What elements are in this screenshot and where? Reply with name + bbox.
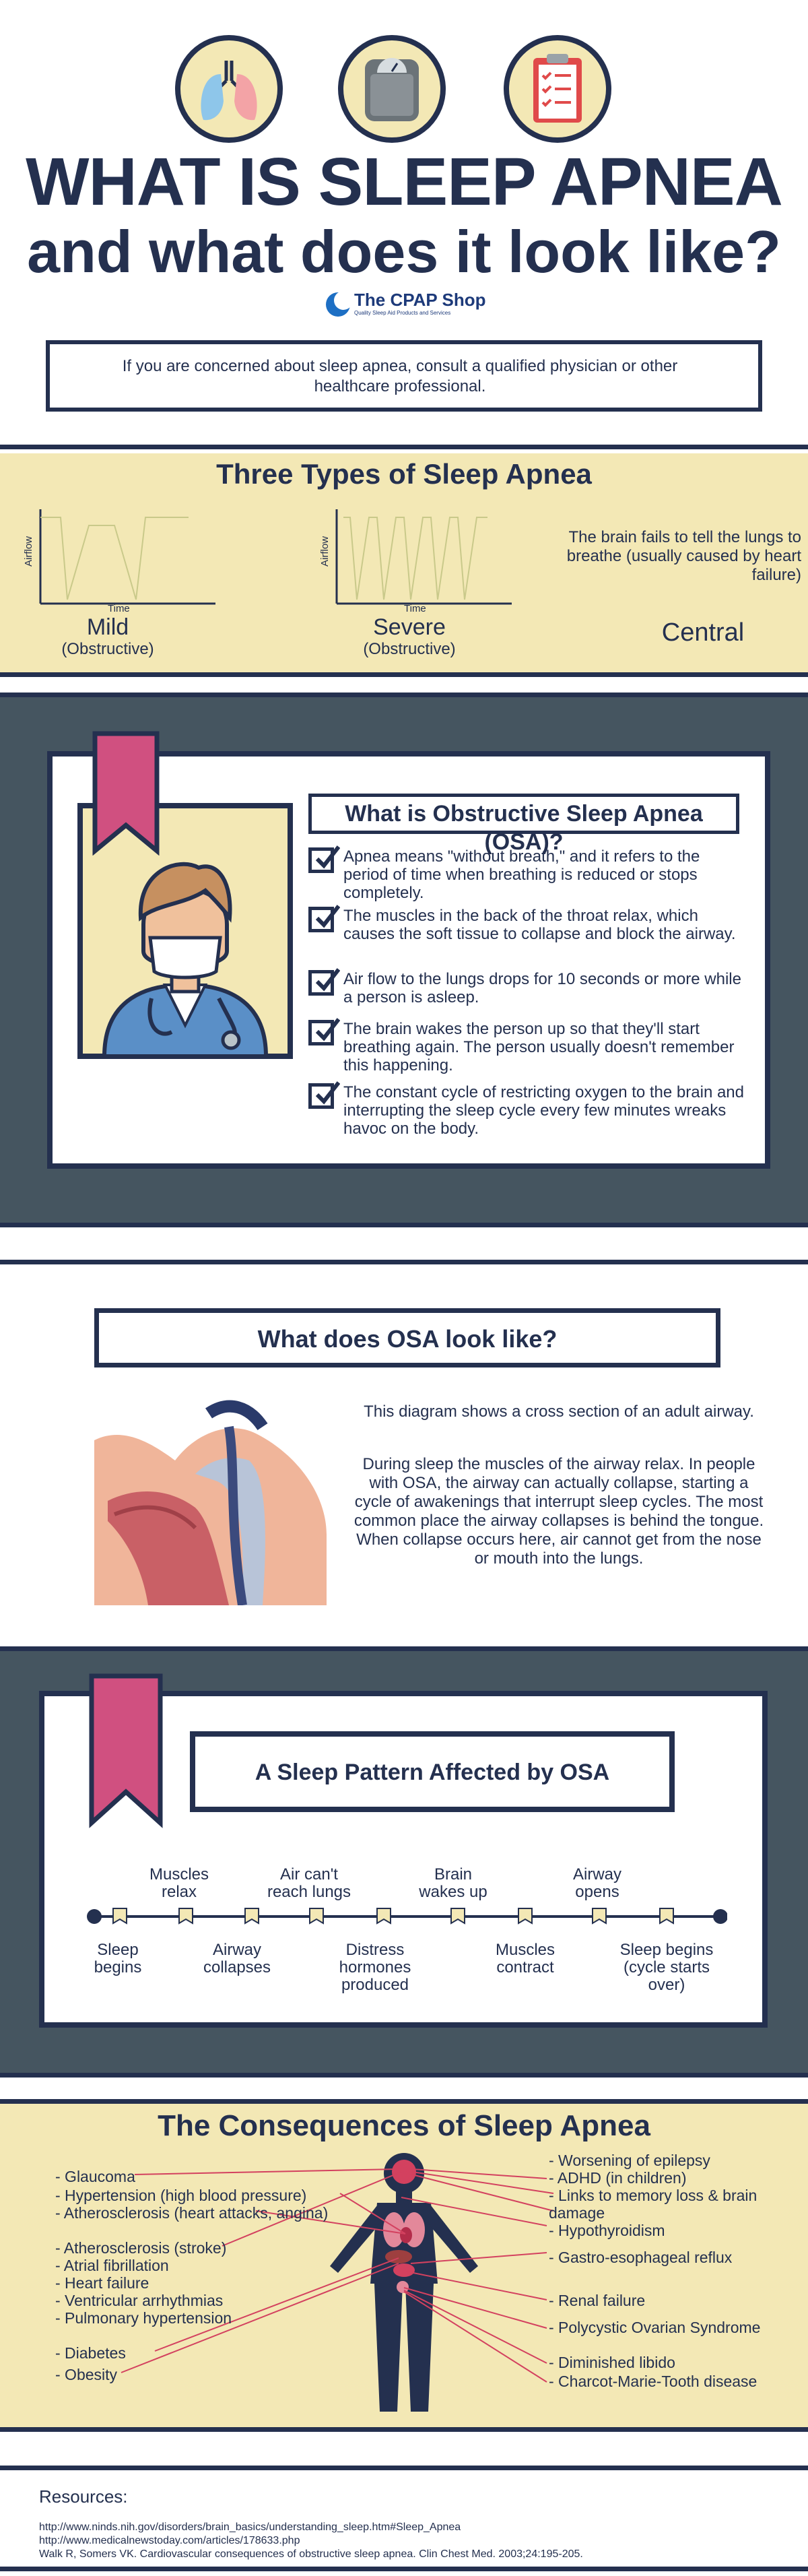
divider	[0, 1646, 808, 1651]
checkbox-icon	[308, 1020, 334, 1045]
checklist-text: Air flow to the lungs drops for 10 seconds or more while a person is asleep.	[343, 970, 741, 1006]
disclaimer-text: If you are concerned about sleep apnea, consult a qualified physician or other healthcare professional.	[122, 357, 678, 395]
checklist-item	[308, 1020, 746, 1074]
consequence-left-item: - Pulmonary hypertension	[55, 2309, 232, 2327]
consequence-right-item: - Gastro-esophageal reflux	[549, 2249, 733, 2266]
timeline-label-bottom: Sleep begins (cycle starts over)	[619, 1941, 714, 1994]
divider	[0, 2099, 808, 2104]
consequence-left-item: - Atherosclerosis (heart attacks, angina)	[55, 2204, 329, 2222]
mild-label: Mild	[86, 614, 129, 640]
timeline-label-top: Brain wakes up	[419, 1865, 487, 1901]
mild-airflow-chart	[20, 505, 215, 613]
severe-label: Severe	[373, 614, 446, 640]
types-title: Three Types of Sleep Apnea	[216, 458, 592, 490]
scale-icon	[337, 34, 447, 144]
osa-title-box	[308, 794, 739, 855]
timeline-label-top: Air can't reach lungs	[267, 1865, 351, 1901]
pattern-title: A Sleep Pattern Affected by OSA	[255, 1760, 610, 1785]
lungs-icon	[174, 34, 284, 144]
osa-checklist	[308, 847, 746, 1144]
severe-x-label: Time	[404, 603, 426, 614]
resource-link[interactable]: http://www.ninds.nih.gov/disorders/brain_basics/understanding_sleep.htm#Sleep_Apnea	[39, 2521, 461, 2533]
divider	[0, 2427, 808, 2432]
look-paragraph-2: During sleep the muscles of the airway relax. In people with OSA, the airway can actually collapse, starting a cycle of awakenings that interrupt sleep cycles. The most common place the airway collapses is behind the tongue. When collapse occurs here, air cannot get from the nose or mouth into the lungs.	[354, 1455, 764, 1568]
severe-sublabel: (Obstructive)	[363, 640, 456, 658]
consequence-left-item: - Obesity	[55, 2366, 118, 2383]
consequence-right-item: - Links to memory loss & brain damage	[549, 2187, 758, 2222]
page-title: WHAT IS SLEEP APNEA	[26, 144, 782, 220]
severe-airflow-chart	[316, 505, 512, 613]
brand-tagline: Quality Sleep Aid Products and Services	[354, 310, 451, 316]
checklist-item	[308, 1083, 746, 1138]
look-title-box	[94, 1308, 720, 1367]
divider	[0, 672, 808, 677]
consequence-right-item: - Renal failure	[549, 2292, 646, 2309]
divider	[0, 2073, 808, 2078]
timeline-label-bottom: Distress hormones produced	[339, 1941, 411, 1994]
consequence-left-item: - Atrial fibrillation	[55, 2257, 169, 2274]
severe-y-label: Airflow	[319, 536, 331, 567]
look-paragraph-1: This diagram shows a cross section of an adult airway.	[364, 1403, 754, 1421]
bookmark-ribbon	[89, 1673, 163, 1828]
central-label: Central	[661, 618, 745, 647]
consequence-right-item: - Worsening of epilepsy	[549, 2152, 710, 2169]
consequence-right-item: - ADHD (in children)	[549, 2169, 687, 2187]
divider	[0, 1260, 808, 1264]
mild-x-label: Time	[108, 603, 130, 614]
sleep-timeline	[81, 1903, 727, 1930]
brand-name: The CPAP Shop	[354, 290, 486, 310]
checklist-text: Apnea means "without breath," and it refers to the period of time when breathing is reduced or stops completely.	[343, 847, 700, 902]
moon-icon	[325, 291, 351, 318]
bookmark-ribbon	[92, 731, 160, 856]
consequence-left-item: - Hypertension (high blood pressure)	[55, 2187, 307, 2204]
divider	[0, 2567, 808, 2571]
checklist-text: The muscles in the back of the throat relax, which causes the soft tissue to collapse and block the airway.	[343, 907, 736, 943]
brand-logo	[325, 288, 486, 322]
consequence-right-item: - Polycystic Ovarian Syndrome	[549, 2319, 761, 2336]
timeline-label-bottom: Sleep begins	[94, 1941, 142, 1976]
disclaimer-box	[46, 340, 762, 412]
checkbox-icon	[308, 847, 334, 873]
checklist-item	[308, 970, 746, 1006]
pattern-title-box	[190, 1731, 675, 1812]
consequence-right-item: - Diminished libido	[549, 2354, 675, 2371]
divider	[0, 445, 808, 449]
consequence-right-item: - Hypothyroidism	[549, 2222, 665, 2239]
divider	[0, 693, 808, 697]
page-subtitle: and what does it look like?	[27, 218, 781, 285]
central-description: The brain fails to tell the lungs to breathe (usually caused by heart failure)	[566, 528, 801, 584]
timeline-label-bottom: Muscles contract	[495, 1941, 556, 1976]
checklist-text: The brain wakes the person up so that they'll start breathing again. The person usually doesn't remember this happening.	[343, 1020, 735, 1074]
consequence-left-item: - Heart failure	[55, 2274, 149, 2292]
consequence-left-item: - Glaucoma	[55, 2168, 135, 2185]
checklist-text: The constant cycle of restricting oxygen to the brain and interrupting the sleep cycle every few minutes wreaks havoc on the body.	[343, 1083, 744, 1138]
checkbox-icon	[308, 1083, 334, 1109]
checkbox-icon	[308, 970, 334, 996]
resource-link[interactable]: http://www.medicalnewstoday.com/articles/178633.php	[39, 2535, 300, 2546]
consequence-left-item: - Diabetes	[55, 2344, 126, 2362]
consequences-title: The Consequences of Sleep Apnea	[158, 2109, 650, 2142]
resource-citation: Walk R, Somers VK. Cardiovascular consequences of obstructive sleep apnea. Clin Chest Med. 2003;24:195-205.	[39, 2548, 583, 2560]
checklist-item	[308, 847, 746, 902]
look-title: What does OSA look like?	[257, 1325, 558, 1353]
resources-title: Resources:	[39, 2486, 128, 2507]
timeline-label-top: Airway opens	[572, 1865, 621, 1901]
divider	[0, 1223, 808, 1227]
airway-cross-section	[94, 1386, 327, 1605]
divider	[0, 2466, 808, 2470]
mild-y-label: Airflow	[23, 536, 35, 567]
checklist-item	[308, 907, 746, 943]
timeline-label-bottom: Airway collapses	[203, 1941, 271, 1976]
osa-title: What is Obstructive Sleep Apnea (OSA)?	[345, 801, 703, 855]
consequence-right-item: - Charcot-Marie-Tooth disease	[549, 2373, 758, 2390]
checkbox-icon	[308, 907, 334, 932]
clipboard-icon	[502, 34, 613, 144]
mild-sublabel: (Obstructive)	[61, 640, 154, 658]
consequence-left-item: - Atherosclerosis (stroke)	[55, 2239, 227, 2257]
consequence-left-item: - Ventricular arrhythmias	[55, 2292, 224, 2309]
timeline-label-top: Muscles relax	[149, 1865, 209, 1901]
